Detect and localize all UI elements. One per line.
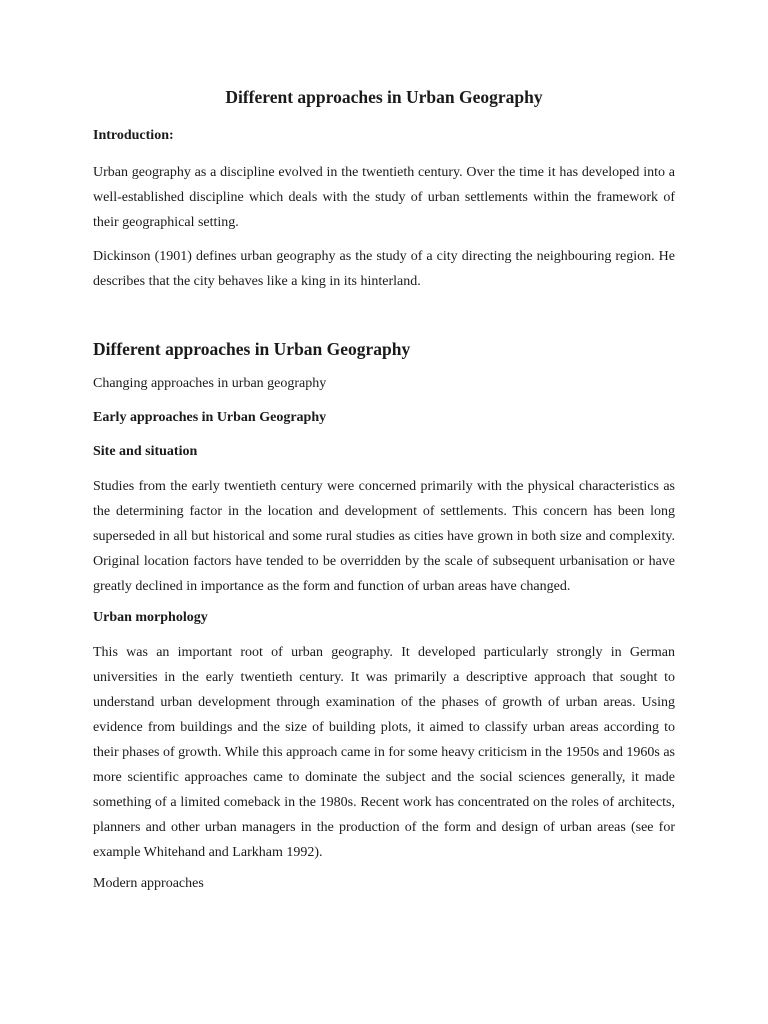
document-title: Different approaches in Urban Geography bbox=[225, 87, 543, 107]
document-page bbox=[93, 86, 675, 908]
section-heading: Different approaches in Urban Geography bbox=[93, 339, 411, 359]
site-situation-heading: Site and situation bbox=[93, 444, 198, 459]
intro-paragraph-2: Dickinson (1901) defines urban geography as the study of a city directing the neighbouring region. He describes that the city behaves like a king in its hinterland. bbox=[93, 249, 675, 289]
changing-approaches-line: Changing approaches in urban geography bbox=[93, 376, 327, 391]
urban-morphology-paragraph: This was an important root of urban geography. It developed particularly strongly in German universities in the early twentieth century. It was primarily a descriptive approach that sought to understand urban development through examination of the phases of growth of urban areas. Using evidence from buildings and the size of building plots, it aimed to classify urban areas according to their phases of growth. While this approach came in for some heavy criticism in the 1950s and 1960s as more scientific approaches came to dominate the subject and the social sciences generally, it made something of a limited comeback in the 1980s. Recent work has concentrated on the roles of architects, planners and other urban managers in the production of the form and design of urban areas (see for example Whitehand and Larkham 1992). bbox=[93, 645, 675, 860]
modern-approaches-line: Modern approaches bbox=[93, 876, 204, 891]
intro-paragraph-1: Urban geography as a discipline evolved in the twentieth century. Over the time it has developed into a well-established discipline which deals with the study of urban settlements within the framework of their geographical setting. bbox=[93, 165, 675, 230]
site-situation-paragraph: Studies from the early twentieth century were concerned primarily with the physical characteristics as the determining factor in the location and development of settlements. This concern has been long superseded in all but historical and some rural studies as cities have grown in both size and complexity. Original location factors have tended to be overridden by the scale of subsequent urbanisation or have greatly declined in importance as the form and function of urban areas have changed. bbox=[93, 479, 675, 594]
early-approaches-heading: Early approaches in Urban Geography bbox=[93, 410, 327, 425]
introduction-label: Introduction: bbox=[93, 128, 174, 143]
urban-morphology-heading: Urban morphology bbox=[93, 610, 208, 625]
